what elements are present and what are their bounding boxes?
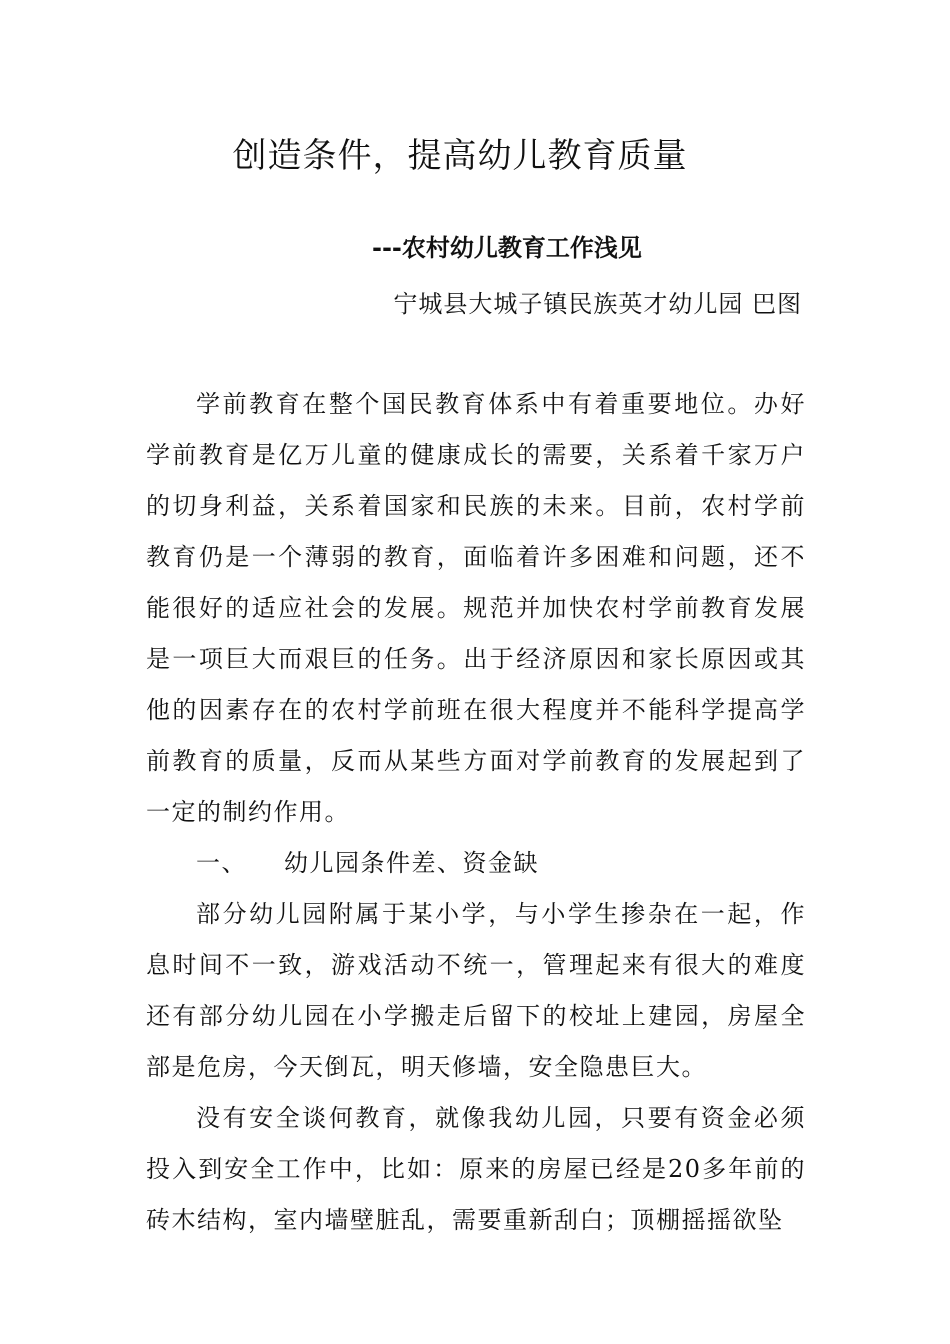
intro-paragraph: 学前教育在整个国民教育体系中有着重要地位。办好学前教育是亿万儿童的健康成长的需要，关系着千家万户的切身利益，关系着国家和民族的未来。目前，农村学前教育仍是一个薄弱的教育，面临着许多困难和问题，还不能很好的适应社会的发展。规范并加快农村学前教育发展是一项巨大而艰巨的任务。出于经济原因和家长原因或其他的因素存在的农村学前班在很大程度并不能科学提高学前教育的质量，反而从某些方面对学前教育的发展起到了一定的制约作用。 — [146, 390, 806, 826]
document-body — [146, 379, 806, 1246]
body-paragraph: 部分幼儿园附属于某小学，与小学生掺杂在一起，作息时间不一致，游戏活动不统一，管理起来有很大的难度还有部分幼儿园在小学搬走后留下的校址上建园，房屋全部是危房，今天倒瓦，明天修墙，安全隐患巨大。 — [146, 900, 806, 1081]
section-number: 一、 — [196, 849, 247, 877]
section-title: 幼儿园条件差、资金缺 — [284, 849, 539, 877]
document-title: 创造条件，提高幼儿教育质量 — [232, 136, 688, 176]
section-heading — [146, 838, 806, 889]
author-line: 宁城县大城子镇民族英才幼儿园 巴图 — [393, 290, 802, 318]
document-subtitle: ---农村幼儿教育工作浅见 — [372, 234, 642, 262]
body-paragraph: 没有安全谈何教育，就像我幼儿园，只要有资金必须投入到安全工作中，比如：原来的房屋已经是20多年前的砖木结构，室内墙壁脏乱，需要重新刮白；顶棚摇摇欲坠 — [146, 1104, 806, 1234]
